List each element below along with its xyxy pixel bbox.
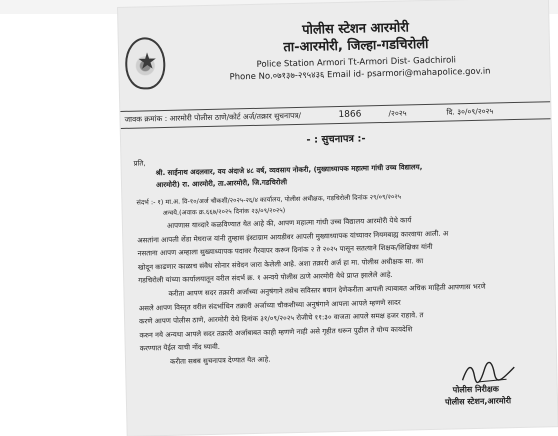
subject-line-1: संदर्भ :- १) मा.अ. वि-१०/अर्ज चौकशी/२०२५-२६/४ कार्यालय, पोलीस अधीक्षक, गडचिरोली दिनांक २९/०९/२०२५ [136, 192, 402, 207]
reference-number: 1866 [338, 109, 362, 121]
body-line: गडचिरोली यांच्या कार्यालयातून वरील संदर्भ क्र. १ अन्वये पोलीस ठाणे आरमोरी येथे प्राप्त झालेले आहे. [138, 271, 393, 285]
subject-line-2: अन्वये.(अवाक क्र.६६७/२०२५ दिनांक २३/०९/२०२५) [162, 206, 286, 218]
body-line: असले आपण विस्तृत वरील संदर्भाधिन तक्रारी अर्जाच्या चौकशीच्या अनुषंगाने आपला आपले म्हणणे सादर [138, 298, 401, 313]
body-line: करुन नये अन्यथा आपले सदर तक्रारी अर्जाबाबत काही म्हणणे नाही असे गृहीत धरून पुढील ते योग्य कायदेशि [139, 325, 413, 340]
body-line: करणे आपण पोलीस ठाणे, आरमोरी येथे दिनांक ३१/०९/२०२५ रोजीचे ११:३० वाजता आपले समक्ष हजर राहावे. त [139, 311, 424, 326]
station-location: ता-आरमोरी, जिल्हा-गडचिरोली [283, 36, 429, 56]
station-name-english: Police Station Armori Tt-Armori Dist- Gadchiroli [256, 55, 457, 70]
body-line: करीता आपण सदर तक्रारी अर्जाच्या अनुषंगाने तसेच सविस्तर बयान देणेकरीता आपली त्याबाबत अधिक माहिती आपणास भरणे [168, 282, 486, 298]
body-line: करीता सबब सुचनापत्र देण्यात येत आहे. [169, 355, 271, 366]
body-line: आपणास याव्दारे कळविण्यात येत आहे की, आपण महात्मा गांधी उच्च विद्यालय आरमोरी येथे कार्य [166, 216, 412, 230]
station-name: पोलीस स्टेशन आरमोरी [301, 20, 410, 38]
body-line: असतांना आपली शेंडा मेघराज यांनी तुम्हास इंस्टाग्राम आयडीवर आपली मुख्याध्यापक यांच्यावर नियमबाह्य कारवाया आली. अ [137, 229, 449, 245]
notice-title: - : सुचनापत्र :- [306, 133, 366, 146]
recipient-address [156, 159, 526, 191]
recipient-prefix: प्रति, [133, 159, 146, 168]
reference-year: /२०२५ [388, 108, 407, 118]
handwritten-signature-icon [458, 359, 519, 386]
police-emblem-icon [125, 37, 166, 90]
star-icon [138, 52, 156, 70]
body-line: करण्यात येईल याची नोंद घ्यावी. [139, 343, 221, 353]
signatory-designation: पोलीस निरीक्षक [452, 384, 499, 395]
body-line: नसताना आपण अम्हाला सुख्याध्यापक पदावर गैरवापर करून दिनांक २ ते २०२५ पासून सतत्याने शिक्षक/शिक्षिका यांनी [137, 243, 433, 258]
body-line: खोदून काढणार काळाच संवैध सोनार संवेदन जारा केलेली आहे. अशा तक्रारी अर्ज हा मा. पोलीस अधीक्षक सा. का [137, 256, 424, 272]
notice-document [118, 0, 558, 436]
station-contact: Phone No.०७१३७-२९५४३६ Email id- psarmori@mahapolice.gov.in [229, 66, 491, 83]
signature-block [444, 358, 549, 416]
signatory-office: पोलीस स्टेशन,आरमोरी [444, 396, 512, 407]
reference-date: दि. ३०/०९/२०२५ [446, 106, 494, 117]
recipient-line-1: श्री. साईनाथ अदलवार, वय अंदाजे ४८ वर्ष, व्यवसाय नोकरी, (मुख्याध्यापक महात्मा गांधी उच्च विद्यालय, [155, 163, 423, 178]
recipient-line-2: आरमोरी) रा. आरमोरी, ता.आरमोरी, जि.गडचिरोली [155, 178, 288, 190]
letterhead [170, 16, 541, 84]
reference-line [120, 101, 550, 129]
reference-label: जावक क्रमांक : आरमोरी पोलीस ठाणे/कोर्ट अर्ज/तक्रार सुचनापत्र/ [124, 110, 302, 124]
notice-body [137, 211, 550, 370]
